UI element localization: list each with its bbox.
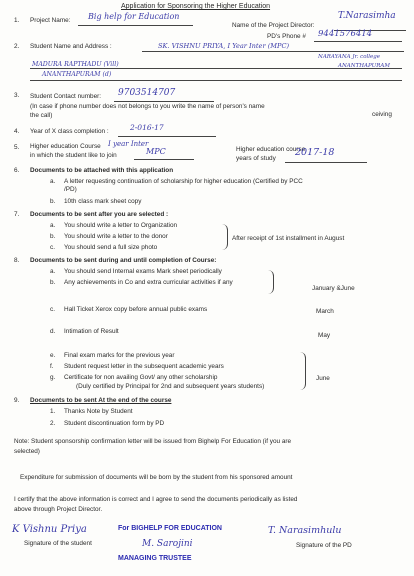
- course-years-label: Higher education course: [236, 146, 306, 153]
- num-7: 7.: [14, 211, 20, 218]
- num-6: 6.: [14, 167, 20, 174]
- org-line1: For BIGHELP FOR EDUCATION: [118, 525, 222, 532]
- sent-after-note: After receipt of 1st installment in August: [232, 235, 345, 242]
- year-value: 2-016-17: [130, 123, 164, 132]
- course-value1: I year Inter: [108, 140, 149, 148]
- note-3b: above through Project Director.: [14, 506, 103, 513]
- director-label: Name of the Project Director:: [232, 22, 315, 29]
- note-2: Expenditure for submission of documents will be born by the student from his sponsored amount: [20, 474, 293, 481]
- course-label2: in which the student like to join: [30, 152, 117, 159]
- sent-after-label: Documents to be sent after you are selected :: [30, 211, 169, 218]
- let-8g: g.: [50, 374, 56, 381]
- num-8: 8.: [14, 257, 20, 264]
- end-label: Documents to be sent At the end of the course: [30, 397, 172, 404]
- num-2: 2.: [14, 43, 20, 50]
- project-name-label: Project Name:: [30, 17, 71, 24]
- form-title: Application for Sponsoring the Higher Education: [121, 3, 271, 10]
- contact-value: 9703514707: [118, 88, 176, 98]
- director-value: T.Narasimha: [338, 11, 396, 21]
- sent-during-b: Any achievements in Co and extra curricular activities if any: [64, 279, 233, 286]
- num-9: 9.: [14, 397, 20, 404]
- receiving-text: ceiving: [372, 111, 392, 118]
- student-line1b: NARAYANA Jr. college: [318, 54, 381, 60]
- let-8c: c.: [50, 306, 55, 313]
- note-1: Note: Student sponsorship confirmation letter will be issued from Bighelp For Education (if you are: [14, 438, 292, 445]
- num-4: 4.: [14, 128, 20, 135]
- pd-phone-value: 9441576414: [318, 29, 373, 39]
- sent-during-c: Hall Ticket Xerox copy before annual public exams: [64, 306, 208, 313]
- org-line2: MANAGING TRUSTEE: [118, 555, 192, 562]
- num-end-1: 1.: [50, 408, 56, 415]
- year-label: Year of X class completion :: [30, 128, 109, 135]
- pd-signature: T. Narasimhulu: [268, 525, 342, 536]
- let-8e: e.: [50, 352, 56, 359]
- student-line3: ANANTHAPURAM (d): [42, 71, 112, 78]
- let-7b: b.: [50, 233, 56, 240]
- doc-attach-a: A letter requesting continuation of scholarship for higher education (Certified by PCC: [64, 178, 303, 185]
- course-label: Higher education Course: [30, 143, 101, 150]
- course-value2: MPC: [146, 147, 166, 156]
- student-label: Student Name and Address :: [30, 43, 112, 50]
- project-name-value: Big help for Education: [88, 12, 180, 21]
- sent-during-a: You should send Internal exams Mark sheet periodically: [64, 268, 222, 275]
- sent-during-g2: (Duly certified by Principal for 2nd and subsequent years students): [76, 383, 265, 390]
- doc-attach-b: 10th class mark sheet copy: [64, 198, 142, 205]
- sent-during-label: Documents to be sent during and until completion of Course:: [30, 257, 217, 264]
- student-line2: MADURA RAPTHADU (Vill): [32, 61, 119, 68]
- let-8a: a.: [50, 268, 56, 275]
- note-3: I certify that the above information is correct and I agree to send the documents periodically as listed: [14, 496, 298, 503]
- pd-signature-label: Signature of the PD: [296, 542, 352, 549]
- let-6a: a.: [50, 178, 56, 185]
- num-5: 5.: [14, 144, 20, 151]
- student-line2b: ANANTHAPURAM: [338, 63, 390, 69]
- course-years-value: 2017-18: [295, 147, 335, 158]
- sent-after-c: You should send a full size photo: [64, 244, 158, 251]
- end-2: Student discontinuation form by PD: [64, 420, 165, 427]
- sent-during-b-note: January &June: [312, 285, 355, 292]
- sent-during-f: Student request letter in the subsequent academic years: [64, 363, 224, 370]
- num-end-2: 2.: [50, 420, 56, 427]
- brace-8ab: [268, 270, 274, 294]
- contact-label: Student Contact number:: [30, 93, 102, 100]
- sent-during-e: Final exam marks for the previous year: [64, 352, 175, 359]
- num-1: 1.: [14, 17, 20, 24]
- org-signature: M. Sarojini: [142, 539, 193, 549]
- student-signature: K Vishnu Priya: [12, 524, 87, 535]
- let-7a: a.: [50, 222, 56, 229]
- sent-after-b: You should write a letter to the donor: [64, 233, 168, 240]
- brace-7: [222, 224, 228, 250]
- let-8b: b.: [50, 279, 56, 286]
- let-8d: d.: [50, 328, 56, 335]
- doc-attach-a2: /PD): [64, 186, 77, 193]
- let-8f: f.: [50, 363, 54, 370]
- let-6b: b.: [50, 198, 56, 205]
- end-1: Thanks Note by Student: [64, 408, 133, 415]
- note-1b: selected): [14, 448, 40, 455]
- course-years-label2: years of study: [236, 155, 276, 162]
- brace-8efg: [300, 352, 306, 390]
- pd-phone-label: PD's Phone #: [267, 33, 306, 40]
- sent-after-a: You should write a letter to Organization: [64, 222, 178, 229]
- sent-during-efg-note: June: [316, 375, 330, 382]
- contact-note2: the call): [30, 112, 53, 119]
- doc-attach-label: Documents to be attached with this application: [30, 167, 174, 174]
- sent-during-g: Certificate for non availing Govt/ any other scholarship: [64, 374, 218, 381]
- sent-during-c-note: March: [316, 308, 334, 315]
- sent-during-d-note: May: [318, 332, 331, 339]
- sent-during-d: Intimation of Result: [64, 328, 119, 335]
- contact-note: (In case if phone number does not belongs to you write the name of person's name: [30, 103, 265, 110]
- num-3: 3.: [14, 92, 20, 99]
- student-signature-label: Signature of the student: [24, 540, 92, 547]
- let-7c: c.: [50, 244, 55, 251]
- student-line1: SK. VISHNU PRIYA, I Year Inter (MPC): [158, 42, 290, 50]
